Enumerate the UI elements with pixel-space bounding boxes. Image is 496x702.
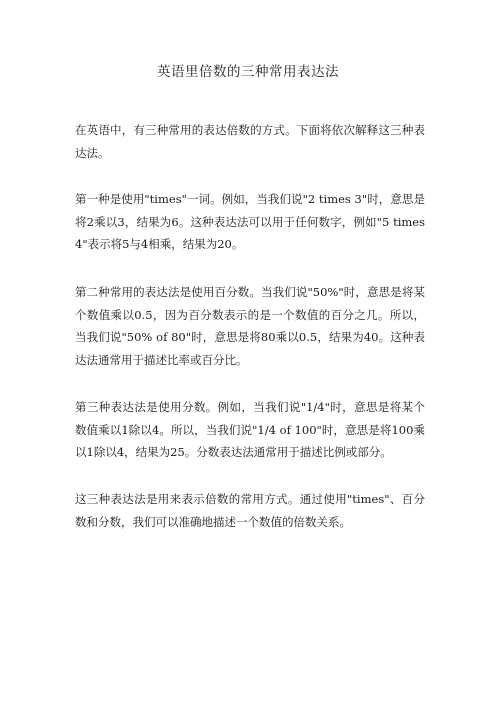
paragraph-summary: 这三种表达法是用来表示倍数的常用方式。通过使用"times"、百分数和分数，我们可以准确地描述一个数值的倍数关系。: [75, 492, 425, 529]
paragraph-intro: 在英语中，有三种常用的表达倍数的方式。下面将依次解释这三种表达法。: [75, 123, 425, 160]
paragraph-fraction: 第三种表达法是使用分数。例如，当我们说"1/4"时，意思是将某个数值乘以1除以4。所以，当我们说"1/4 of 100"时，意思是将100乘以1除以4，结果为25。分数表达法通常用于描述比例或部分。: [75, 400, 425, 459]
paragraph-times: 第一种是使用"times"一词。例如，当我们说"2 times 3"时，意思是将2乘以3，结果为6。这种表达法可以用于任何数字，例如"5 times 4"表示将5与4相乘，结果为20。: [75, 192, 425, 251]
document-title: 英语里倍数的三种常用表达法: [157, 64, 339, 80]
paragraph-percentage: 第二种常用的表达法是使用百分数。当我们说"50%"时，意思是将某个数值乘以0.5，因为百分数表示的是一个数值的百分之几。所以，当我们说"50% of 80"时，意思是将80乘以0.5，结果为40。这种表达法通常用于描述比率或百分比。: [75, 285, 425, 367]
